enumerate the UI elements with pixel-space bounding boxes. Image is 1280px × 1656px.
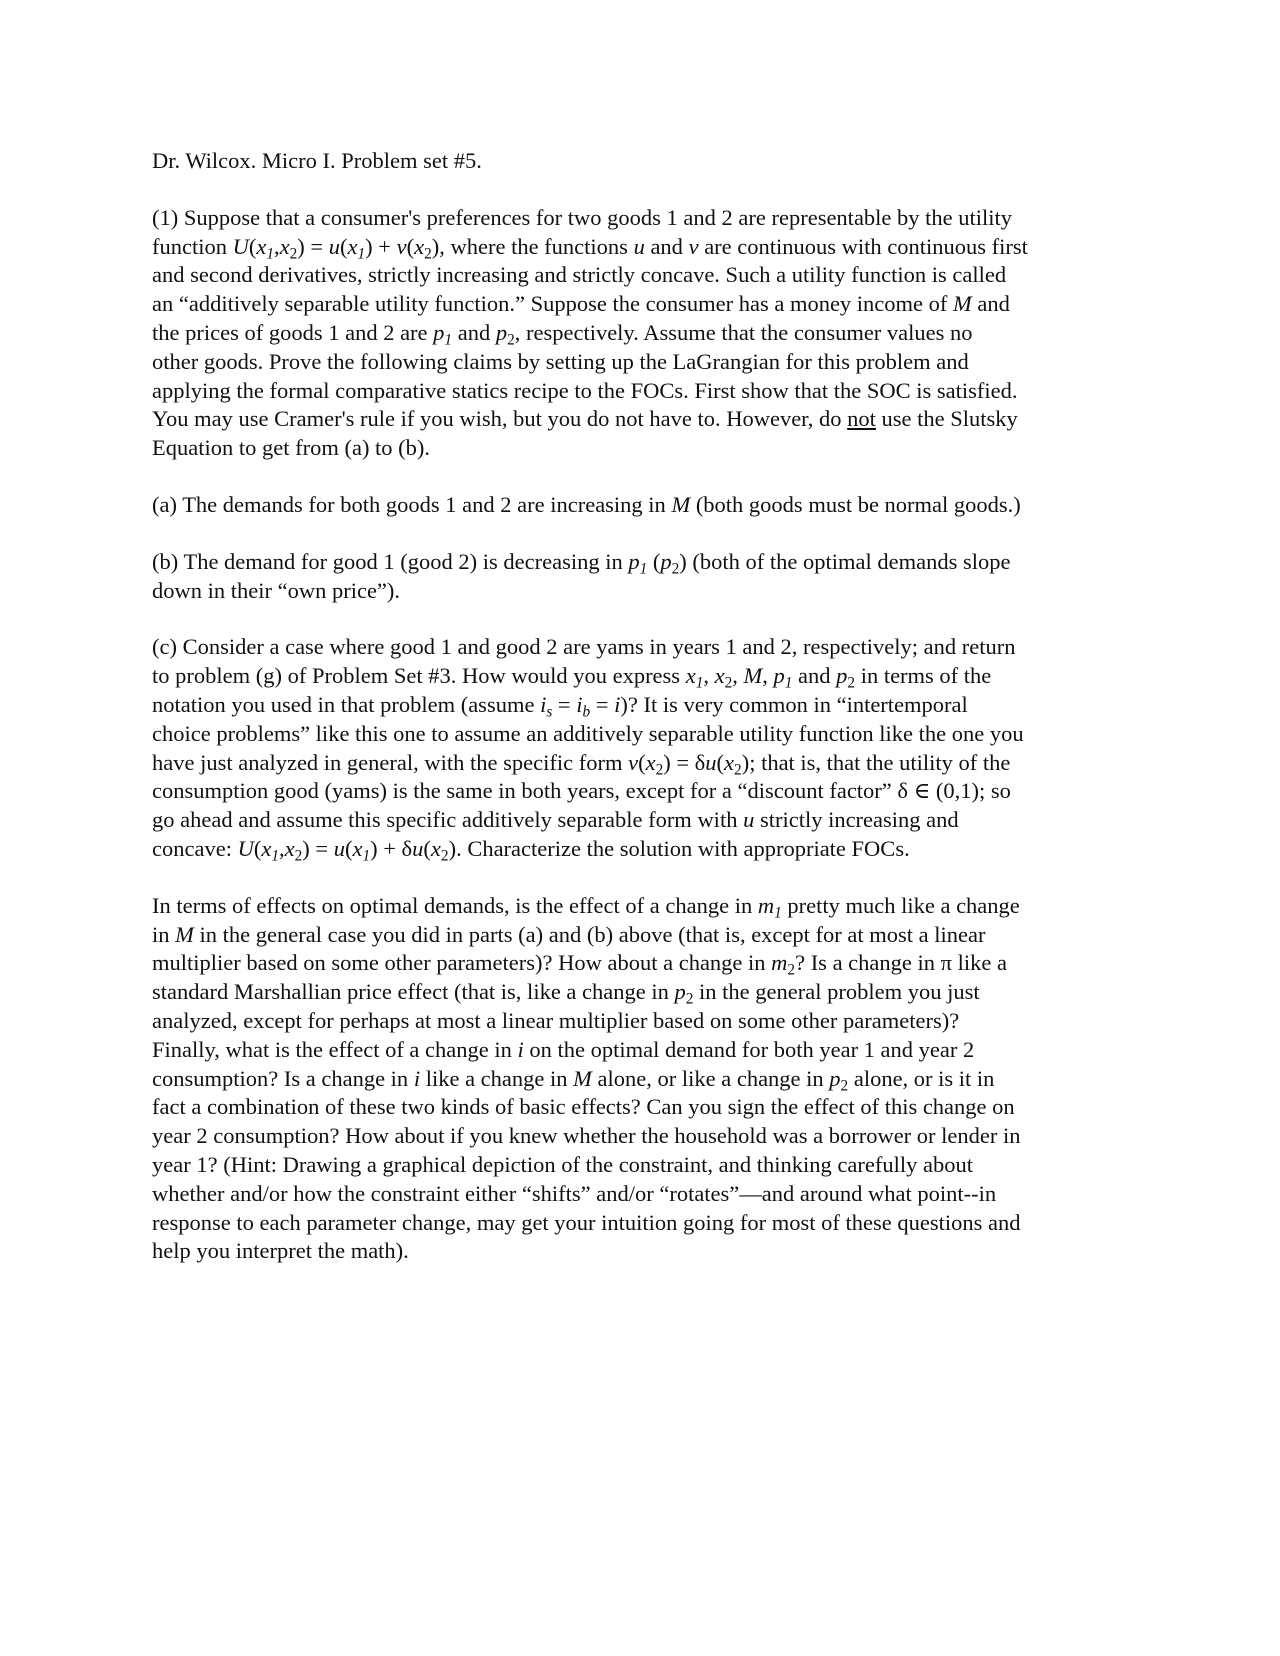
text-line: function $U(x_1,x_2) = u(x_1) + v(x_2)$, where the functions u and v are continuous with continuous first — [152, 233, 1028, 262]
text-line: Equation to get from (a) to (b). — [152, 435, 431, 461]
text-line: In terms of effects on optimal demands, is the effect of a change in $m_1$ pretty much like a change — [152, 892, 1020, 922]
text-line: (1) Suppose that a consumer's preferences for two goods 1 and 2 are representable by the utility — [152, 204, 1013, 230]
text-line: the prices of goods 1 and 2 are $p_1$ and $p_2$, respectively. Assume that the consumer values no — [152, 319, 973, 349]
text-line: help you interpret the math). — [152, 1238, 409, 1264]
text-line: to problem (g) of Problem Set #3. How would you express $x_1$, $x_2$, M, $p_1$ and $p_2$ in terms of the — [152, 663, 992, 692]
text-line: choice problems” like this one to assume an additively separable utility function like the one you — [152, 720, 1024, 746]
part-a-paragraph — [152, 491, 1132, 520]
text-line: applying the formal comparative statics recipe to the FOCs. First show that the SOC is satisfied. — [152, 377, 1018, 403]
part-b-paragraph — [152, 548, 1132, 606]
part-c-paragraph — [152, 633, 1132, 863]
text-line: consumption good (yams) is the same in both years, except for a “discount factor” δ ∈ (0,1); so — [152, 778, 1011, 804]
text-line: go ahead and assume this specific additively separable form with u strictly increasing and — [152, 807, 959, 833]
document-title: Dr. Wilcox. Micro I. Problem set #5. — [152, 148, 482, 173]
document-body — [152, 147, 1132, 1266]
text-line: other goods. Prove the following claims by setting up the LaGrangian for this problem and — [152, 348, 969, 374]
text-line: You may use Cramer's rule if you wish, but you do not have to. However, do not use the Slutsky — [152, 406, 1018, 432]
text-line: Finally, what is the effect of a change in i on the optimal demand for both year 1 and year 2 — [152, 1036, 975, 1062]
text-line: year 2 consumption? How about if you knew whether the household was a borrower or lender in — [152, 1123, 1021, 1149]
text-line: whether and/or how the constraint either “shifts” and/or “rotates”—and around what point--in — [152, 1180, 997, 1206]
text-line: (c) Consider a case where good 1 and good 2 are yams in years 1 and 2, respectively; and return — [152, 634, 1016, 660]
text-line: an “additively separable utility function.” Suppose the consumer has a money income of M and — [152, 291, 1010, 317]
text-line: (a) The demands for both goods 1 and 2 are increasing in M (both goods must be normal goods.) — [152, 491, 1021, 517]
text-line: standard Marshallian price effect (that is, like a change in $p_2$ in the general problem you just — [152, 979, 980, 1008]
text-line: fact a combination of these two kinds of basic effects? Can you sign the effect of this change on — [152, 1094, 1015, 1120]
text-line: and second derivatives, strictly increasing and strictly concave. Such a utility function is called — [152, 262, 1007, 288]
text-line: response to each parameter change, may get your intuition going for most of these questions and — [152, 1209, 1021, 1235]
text-line: (b) The demand for good 1 (good 2) is decreasing in $p_1$ $(p_2)$ (both of the optimal demands slope — [152, 548, 1011, 578]
part-c-questions-paragraph — [152, 892, 1132, 1266]
text-line: year 1? (Hint: Drawing a graphical depiction of the constraint, and thinking carefully about — [152, 1151, 973, 1177]
text-line: down in their “own price”). — [152, 577, 401, 603]
text-line: concave: $U(x_1,x_2) = u(x_1) + \delta u(x_2)$. Characterize the solution with appropriate FOCs. — [152, 835, 910, 865]
text-line: in M in the general case you did in parts (a) and (b) above (that is, except for at most a linear — [152, 921, 986, 947]
text-line: have just analyzed in general, with the specific form $v(x_2) = \delta u(x_2)$; that is, that the utility of the — [152, 749, 1011, 778]
text-line: analyzed, except for perhaps at most a linear multiplier based on some other parameters)? — [152, 1007, 960, 1033]
text-line: consumption? Is a change in i like a change in M alone, or like a change in $p_2$ alone, or is it in — [152, 1065, 995, 1094]
text-line: multiplier based on some other parameters)? How about a change in $m_2$? Is a change in π like a — [152, 950, 1007, 979]
problem-1-paragraph — [152, 204, 1132, 463]
text-line: notation you used in that problem (assume $i_s = i_b = i$)? It is very common in “intertemporal — [152, 691, 968, 721]
